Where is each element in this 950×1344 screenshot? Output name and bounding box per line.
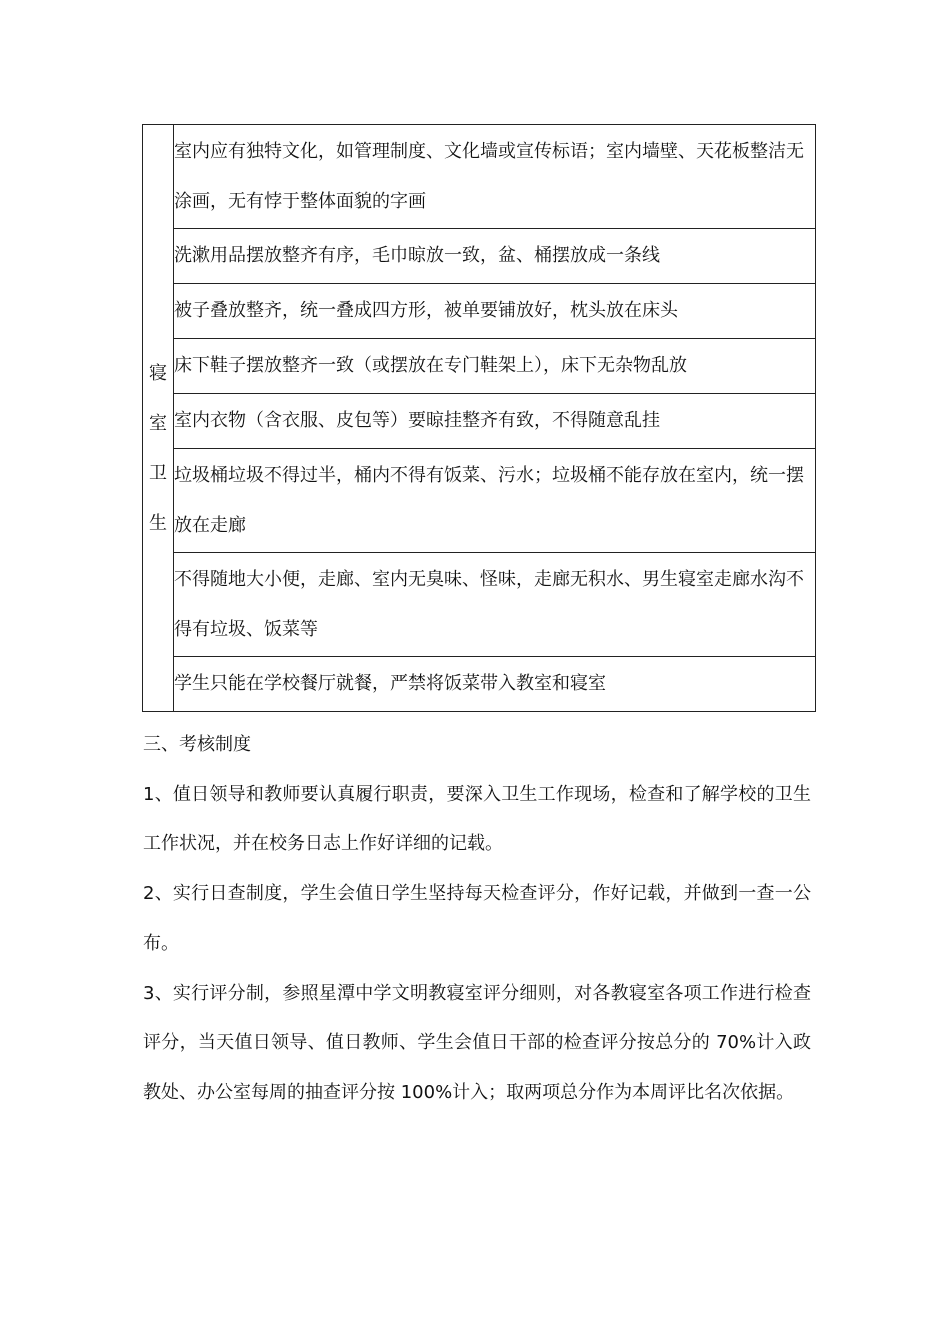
paragraph: 1、值日领导和教师要认真履行职责，要深入卫生工作现场，检查和了解学校的卫生工作状况，并在校务日志上作好详细的记载。 [143, 783, 811, 855]
rule-text: 室内衣物（含衣服、皮包等）要晾挂整齐有致，不得随意乱挂 [174, 410, 660, 431]
table-cell [174, 125, 816, 229]
table-cell [174, 284, 816, 339]
table-row [143, 449, 816, 553]
paragraph: 2、实行日查制度，学生会值日学生坚持每天检查评分，作好记载，并做到一查一公布。 [143, 883, 811, 954]
section-heading: 三、考核制度 [143, 734, 251, 755]
rule-text: 洗漱用品摆放整齐有序，毛巾晾放一致，盆、桶摆放成一条线 [174, 245, 660, 266]
category-label: 寝室卫生 [149, 363, 167, 534]
table-cell [174, 657, 816, 712]
table-cell [174, 553, 816, 657]
table-row [143, 125, 816, 229]
rule-text: 被子叠放整齐，统一叠成四方形，被单要铺放好，枕头放在床头 [174, 300, 678, 321]
table-row [143, 394, 816, 449]
rule-text: 学生只能在学校餐厅就餐，严禁将饭菜带入教室和寝室 [174, 673, 606, 694]
rule-text: 床下鞋子摆放整齐一致（或摆放在专门鞋架上），床下无杂物乱放 [174, 355, 687, 376]
dormitory-hygiene-table [142, 124, 816, 712]
rule-text: 垃圾桶垃圾不得过半，桶内不得有饭菜、污水；垃圾桶不能存放在室内，统一摆放在走廊 [174, 464, 804, 536]
table-row [143, 284, 816, 339]
assessment-section [143, 720, 811, 1118]
table-row [143, 339, 816, 394]
category-cell [143, 125, 174, 712]
rule-text: 室内应有独特文化，如管理制度、文化墙或宣传标语；室内墙壁、天花板整洁无涂画，无有悖于整体面貌的字画 [174, 140, 804, 212]
table-row [143, 657, 816, 712]
table-row [143, 229, 816, 284]
table-row [143, 553, 816, 657]
table-cell [174, 449, 816, 553]
table-cell [174, 394, 816, 449]
rule-text: 不得随地大小便，走廊、室内无臭味、怪味，走廊无积水、男生寝室走廊水沟不得有垃圾、饭菜等 [174, 568, 804, 640]
table-cell [174, 339, 816, 394]
paragraph: 3、实行评分制，参照星潭中学文明教寝室评分细则，对各教寝室各项工作进行检查评分，当天值日领导、值日教师、学生会值日干部的检查评分按总分的 70%计入政教处、办公室每周的抽查评分按 100%计入；取两项总分作为本周评比名次依据。 [143, 982, 811, 1103]
table-cell [174, 229, 816, 284]
